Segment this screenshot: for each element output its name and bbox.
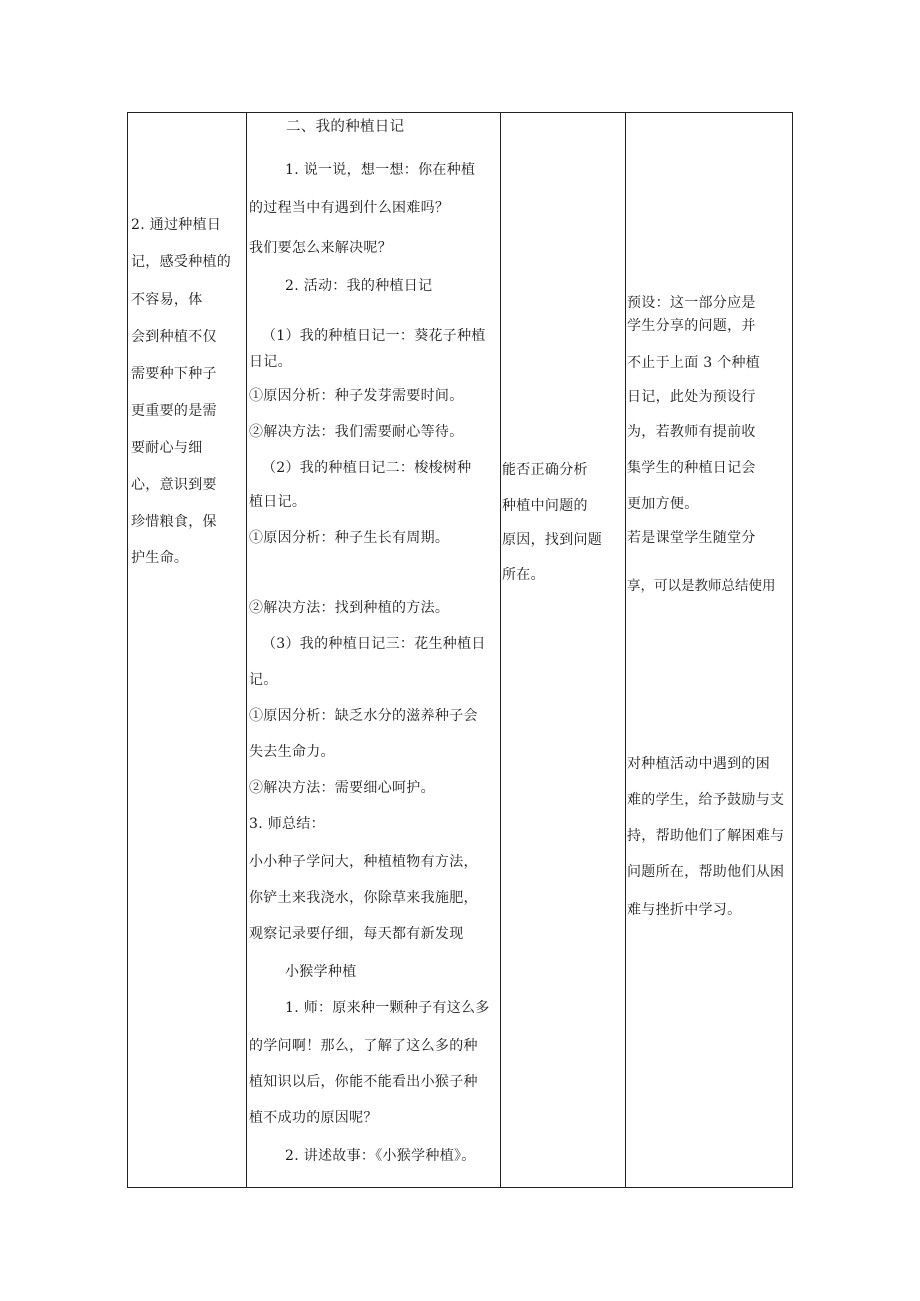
activity-line: （3）我的种植日记三：花生种植日 [262, 636, 486, 652]
activity-line: （2）我的种植日记二：梭梭树种 [262, 460, 472, 476]
activity-line: ①原因分析：种子发芽需要时间。 [249, 388, 464, 404]
objective-line: 心，意识到要 [131, 477, 217, 493]
notes-line: 更加方便。 [627, 496, 699, 512]
section-title: 二、我的种植日记 [286, 119, 405, 135]
assessment-line: 能否正确分析 [502, 462, 588, 478]
activity-line: 的过程当中有遇到什么困难吗？ [249, 200, 450, 216]
assessment-line: 种植中问题的 [502, 498, 588, 514]
notes-line: 为，若教师有提前收 [627, 424, 756, 440]
notes-line: 难的学生，给予鼓励与支 [627, 792, 785, 808]
notes-line: 若是课堂学生随堂分 [627, 530, 756, 546]
assessment-line: 原因，找到问题 [502, 532, 603, 548]
activity-line: 记。 [249, 672, 278, 688]
activity-line: 我们要怎么来解决呢？ [249, 240, 392, 256]
activity-line: 植不成功的原因呢？ [249, 1110, 378, 1126]
notes-line: 对种植活动中遇到的困 [627, 756, 770, 772]
activity-line: ①原因分析：缺乏水分的滋养种子会 [249, 708, 478, 724]
objective-line: 不容易，体 [131, 292, 203, 308]
notes-line: 集学生的种植日记会 [627, 460, 756, 476]
activity-line: （1）我的种植日记一：葵花子种植 [262, 328, 486, 344]
notes-line: 不止于上面 3 个种植 [627, 355, 761, 371]
activity-line: 1. 说一说，想一想：你在种植 [285, 162, 476, 178]
objective-line: 要耐心与细 [131, 440, 203, 456]
objective-line: 需要种下种子 [131, 366, 217, 382]
notes-line: 问题所在，帮助他们从困 [627, 864, 785, 880]
activity-line: 2. 讲述故事：《小猴学种植》。 [285, 1148, 476, 1164]
activity-line: 植日记。 [249, 494, 307, 510]
objective-line: 会到种植不仅 [131, 329, 217, 345]
objective-line: 珍惜粮食，保 [131, 514, 217, 530]
assessment-line: 所在。 [502, 567, 545, 583]
notes-line: 预设：这一部分应是 [627, 295, 756, 311]
activity-line: 小猴学种植 [285, 964, 357, 980]
activity-line: 小小种子学问大，种植植物有方法， [249, 854, 478, 870]
objective-line: 记，感受种植的 [131, 254, 232, 270]
activity-line: 你铲土来我浇水，你除草来我施肥， [249, 890, 478, 906]
notes-line: 享，可以是教师总结使用 [627, 578, 776, 594]
objective-line: 更重要的是需 [131, 403, 217, 419]
objective-line: 护生命。 [131, 550, 189, 566]
objective-line: 2. 通过种植日 [131, 217, 222, 233]
activity-line: 失去生命力。 [249, 744, 335, 760]
activity-line: 1. 师：原来种一颗种子有这么多 [285, 1000, 490, 1016]
activity-line: 观察记录要仔细，每天都有新发现 [249, 926, 464, 942]
activity-line: 植知识以后，你能不能看出小猴子种 [249, 1074, 478, 1090]
notes-line: 持，帮助他们了解困难与 [627, 828, 785, 844]
column-divider [500, 113, 501, 1187]
activity-line: 2. 活动：我的种植日记 [285, 278, 433, 294]
notes-line: 日记，此处为预设行 [627, 389, 756, 405]
column-divider [625, 113, 626, 1187]
activity-line: ②解决方法：找到种植的方法。 [249, 600, 450, 616]
activity-line: ①原因分析：种子生长有周期。 [249, 530, 450, 546]
notes-line: 难与挫折中学习。 [627, 902, 742, 918]
activity-line: ②解决方法：我们需要耐心等待。 [249, 424, 464, 440]
column-divider [246, 113, 247, 1187]
notes-line: 学生分享的问题，并 [627, 318, 756, 334]
activity-line: 日记。 [249, 354, 292, 370]
activity-line: 3. 师总结： [249, 816, 325, 832]
activity-line: ②解决方法：需要细心呵护。 [249, 780, 435, 796]
activity-line: 的学问啊！那么，了解了这么多的种 [249, 1038, 478, 1054]
